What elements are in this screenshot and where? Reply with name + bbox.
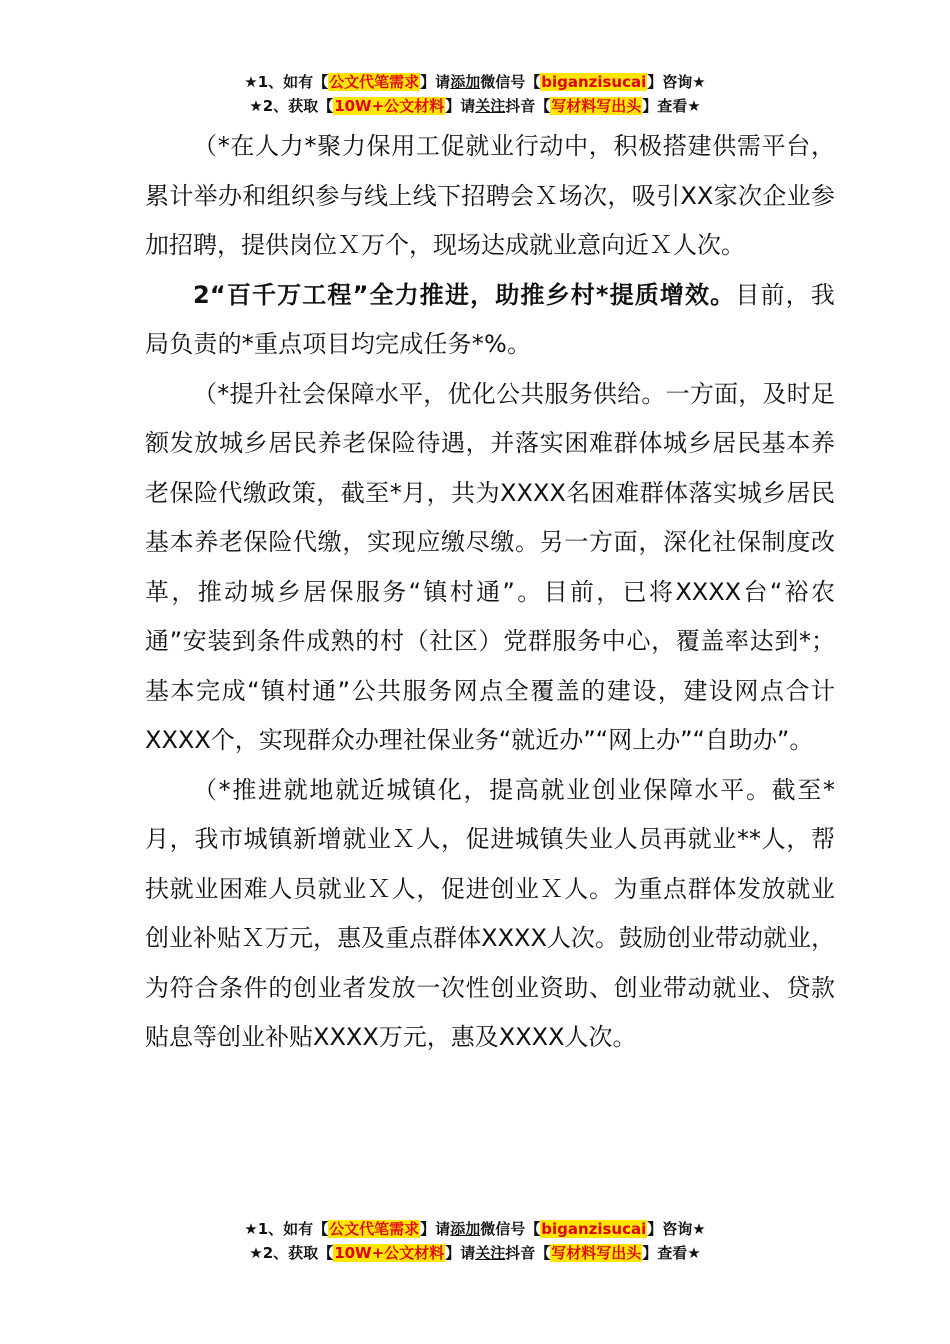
highlight-materials: 10W+公文材料 <box>334 97 445 115</box>
footer-banner <box>0 1217 950 1265</box>
banner-line-1: ★1、如有【公文代笔需求】请添加微信号【biganzisucai】咨询★ <box>244 73 706 91</box>
paragraph-social-security: （*提升社会保障水平，优化公共服务供给。一方面，及时足额发放城乡居民养老保险待遇，并落实困难群体城乡居民基本养老保险代缴政策，截至*月，共为XXXX名困难群体落实城乡居民基本养老保险代缴，实现应缴尽缴。另一方面，深化社保制度改革，推动城乡居保服务“镇村通”。目前，已将XXXX台“裕农通”安装到条件成熟的村（社区）党群服务中心，覆盖率达到*；基本完成“镇村通”公共服务网点全覆盖的建设，建设网点合计XXXX个，实现群众办理社保业务“就近办”“网上办”“自助办”。 <box>145 379 835 754</box>
paragraph-urbanization: （*推进就地就近城镇化，提高就业创业保障水平。截至*月，我市城镇新增就业Ｘ人，促进城镇失业人员再就业**人，帮扶就业困难人员就业Ｘ人，促进创业Ｘ人。为重点群体发放就业创业补贴Ｘ万元，惠及重点群体XXXX人次。鼓励创业带动就业，为符合条件的创业者发放一次性创业资助、创业带动就业、贷款贴息等创业补贴XXXX万元，惠及XXXX人次。 <box>145 775 835 1051</box>
highlight-wechat-id: biganzisucai <box>541 1220 647 1238</box>
highlight-wechat-id: biganzisucai <box>541 73 647 91</box>
paragraph-employment-platform: （*在人力*聚力保用工促就业行动中，积极搭建供需平台，累计举办和组织参与线上线下招聘会Ｘ场次，吸引XX家次企业参加招聘，提供岗位Ｘ万个，现场达成就业意向近Ｘ人次。 <box>145 132 835 259</box>
paragraph-rural-project: 2“百千万工程”全力推进，助推乡村*提质增效。目前，我局负责的*重点项目均完成任务*%。 <box>145 280 835 358</box>
paragraph-heading: 2“百千万工程”全力推进，助推乡村*提质增效。 <box>193 280 736 309</box>
highlight-douyin: 写材料写出头 <box>551 97 642 115</box>
header-banner <box>0 70 950 118</box>
highlight-materials: 10W+公文材料 <box>334 1244 445 1262</box>
document-body <box>145 122 835 1063</box>
highlight-service: 公文代笔需求 <box>329 1220 420 1238</box>
banner-line-2: ★2、获取【10W+公文材料】请关注抖音【写材料写出头】查看★ <box>249 1244 701 1262</box>
highlight-service: 公文代笔需求 <box>329 73 420 91</box>
highlight-douyin: 写材料写出头 <box>551 1244 642 1262</box>
banner-line-2: ★2、获取【10W+公文材料】请关注抖音【写材料写出头】查看★ <box>249 97 701 115</box>
banner-line-1: ★1、如有【公文代笔需求】请添加微信号【biganzisucai】咨询★ <box>244 1220 706 1238</box>
